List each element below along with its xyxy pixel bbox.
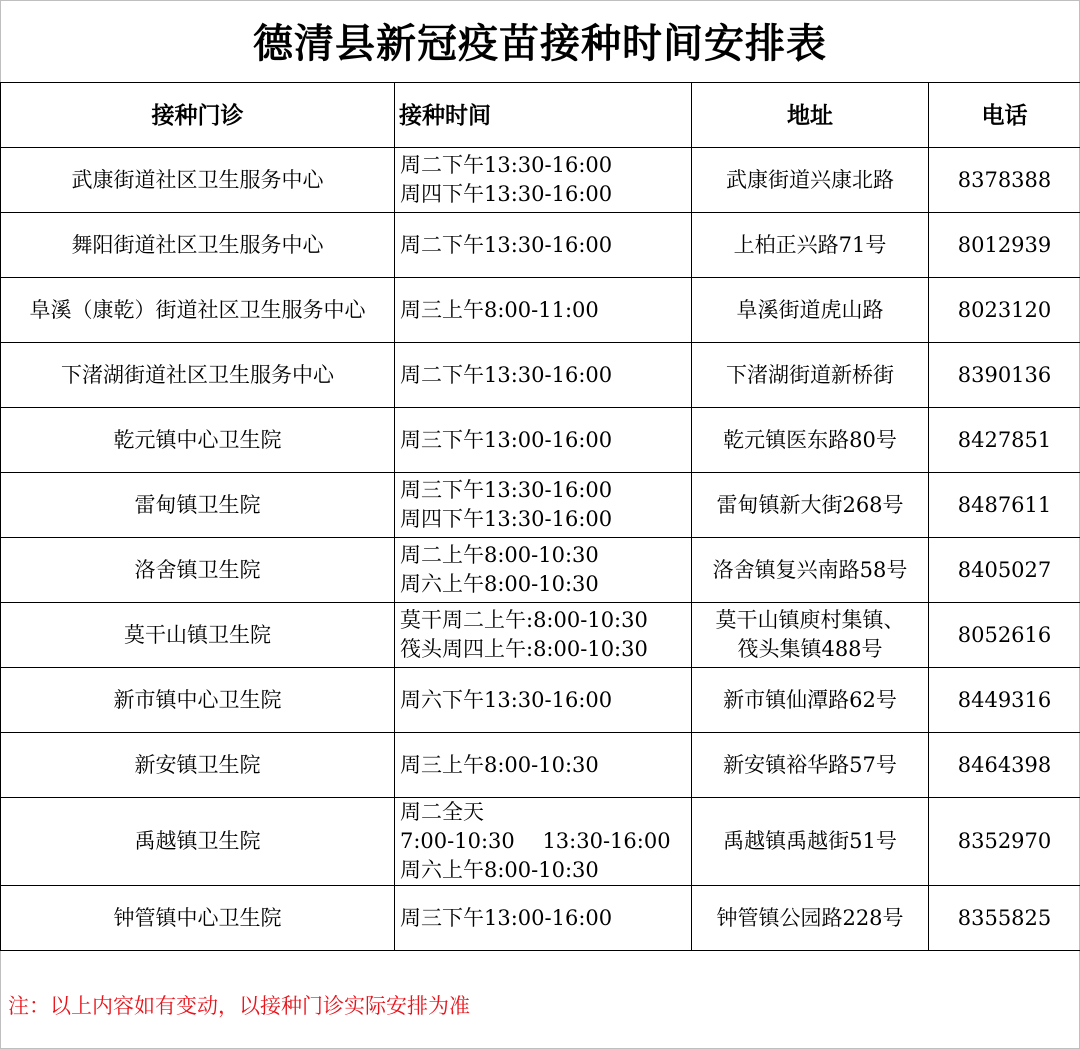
cell-address <box>692 213 929 278</box>
address-line: 武康街道兴康北路 <box>726 167 894 192</box>
address-line: 钟管镇公园路228号 <box>716 905 904 930</box>
address-line: 禹越镇禹越街51号 <box>723 829 897 853</box>
cell-phone: 8449316 <box>929 668 1080 733</box>
cell-address <box>692 538 929 603</box>
address-line: 莫干山镇庾村集镇、 <box>715 608 905 632</box>
cell-clinic: 下渚湖街道社区卫生服务中心 <box>1 343 395 408</box>
address-line: 下渚湖街道新桥街 <box>726 362 894 387</box>
cell-clinic: 洛舍镇卫生院 <box>1 538 395 603</box>
cell-phone: 8023120 <box>929 278 1080 343</box>
cell-clinic: 新安镇卫生院 <box>1 733 395 798</box>
cell-clinic: 武康街道社区卫生服务中心 <box>1 148 395 213</box>
cell-time <box>395 343 692 408</box>
cell-phone: 8390136 <box>929 343 1080 408</box>
address-line: 上柏正兴路71号 <box>733 232 887 257</box>
address-line: 新安镇裕华路57号 <box>723 752 897 777</box>
table-row <box>1 473 1080 538</box>
address-line: 洛舍镇复兴南路58号 <box>712 557 908 582</box>
cell-address <box>692 668 929 733</box>
cell-phone: 8427851 <box>929 408 1080 473</box>
cell-clinic: 雷甸镇卫生院 <box>1 473 395 538</box>
time-line: 筏头周四上午:8:00-10:30 <box>400 637 648 661</box>
time-line: 周四下午13:30-16:00 <box>400 507 613 531</box>
table-row <box>1 603 1080 668</box>
table-header-row <box>1 83 1080 148</box>
address-line: 乾元镇医东路80号 <box>723 427 897 452</box>
cell-time <box>395 473 692 538</box>
cell-clinic: 舞阳街道社区卫生服务中心 <box>1 213 395 278</box>
cell-time <box>395 733 692 798</box>
header-address: 地址 <box>692 83 929 148</box>
cell-clinic: 禹越镇卫生院 <box>1 798 395 886</box>
cell-time <box>395 408 692 473</box>
time-line: 周六上午8:00-10:30 <box>400 572 599 596</box>
time-line: 7:00-10:30 13:30-16:00 <box>400 829 671 853</box>
cell-address <box>692 148 929 213</box>
time-line: 周二全天 <box>400 800 484 824</box>
address-line: 阜溪街道虎山路 <box>736 297 884 322</box>
cell-time <box>395 148 692 213</box>
cell-clinic: 莫干山镇卫生院 <box>1 603 395 668</box>
time-line: 周三下午13:30-16:00 <box>400 478 613 502</box>
cell-clinic: 阜溪（康乾）街道社区卫生服务中心 <box>1 278 395 343</box>
time-line: 周二上午8:00-10:30 <box>400 543 599 567</box>
cell-phone: 8405027 <box>929 538 1080 603</box>
time-line: 周六下午13:30-16:00 <box>400 687 613 712</box>
time-line: 周三下午13:00-16:00 <box>400 905 613 930</box>
table-row <box>1 886 1080 951</box>
table-row <box>1 798 1080 886</box>
cell-phone: 8352970 <box>929 798 1080 886</box>
cell-phone: 8012939 <box>929 213 1080 278</box>
address-line: 雷甸镇新大街268号 <box>716 492 904 517</box>
table-row <box>1 343 1080 408</box>
time-line: 周三下午13:00-16:00 <box>400 427 613 452</box>
header-phone: 电话 <box>929 83 1080 148</box>
time-line: 周二下午13:30-16:00 <box>400 232 613 257</box>
time-line: 周三上午8:00-10:30 <box>400 752 599 777</box>
cell-phone: 8464398 <box>929 733 1080 798</box>
table-row <box>1 733 1080 798</box>
cell-clinic: 新市镇中心卫生院 <box>1 668 395 733</box>
footnote: 注：以上内容如有变动，以接种门诊实际安排为准 <box>8 994 470 1018</box>
table-row <box>1 538 1080 603</box>
cell-address <box>692 343 929 408</box>
cell-time <box>395 886 692 951</box>
cell-phone: 8378388 <box>929 148 1080 213</box>
cell-clinic: 钟管镇中心卫生院 <box>1 886 395 951</box>
cell-phone: 8487611 <box>929 473 1080 538</box>
time-line: 周六上午8:00-10:30 <box>400 858 599 882</box>
cell-time <box>395 603 692 668</box>
page-title: 德清县新冠疫苗接种时间安排表 <box>253 20 827 67</box>
cell-time <box>395 668 692 733</box>
address-line: 筏头集镇488号 <box>737 637 883 661</box>
cell-phone: 8052616 <box>929 603 1080 668</box>
header-time: 接种时间 <box>395 83 692 148</box>
header-clinic: 接种门诊 <box>1 83 395 148</box>
cell-phone: 8355825 <box>929 886 1080 951</box>
address-line: 新市镇仙潭路62号 <box>723 687 897 712</box>
vaccination-schedule-table <box>0 82 1080 951</box>
cell-address <box>692 408 929 473</box>
cell-address <box>692 798 929 886</box>
time-line: 周二下午13:30-16:00 <box>400 362 613 387</box>
table-row <box>1 213 1080 278</box>
cell-address <box>692 733 929 798</box>
time-line: 周四下午13:30-16:00 <box>400 182 613 206</box>
cell-clinic: 乾元镇中心卫生院 <box>1 408 395 473</box>
cell-time <box>395 213 692 278</box>
cell-address <box>692 603 929 668</box>
table-row <box>1 148 1080 213</box>
time-line: 周二下午13:30-16:00 <box>400 153 613 177</box>
cell-address <box>692 473 929 538</box>
table-body <box>1 148 1080 951</box>
cell-address <box>692 886 929 951</box>
table-row <box>1 668 1080 733</box>
cell-time <box>395 538 692 603</box>
time-line: 周三上午8:00-11:00 <box>400 297 599 322</box>
table-row <box>1 278 1080 343</box>
cell-time <box>395 278 692 343</box>
time-line: 莫干周二上午:8:00-10:30 <box>400 608 648 632</box>
table-row <box>1 408 1080 473</box>
cell-time <box>395 798 692 886</box>
cell-address <box>692 278 929 343</box>
